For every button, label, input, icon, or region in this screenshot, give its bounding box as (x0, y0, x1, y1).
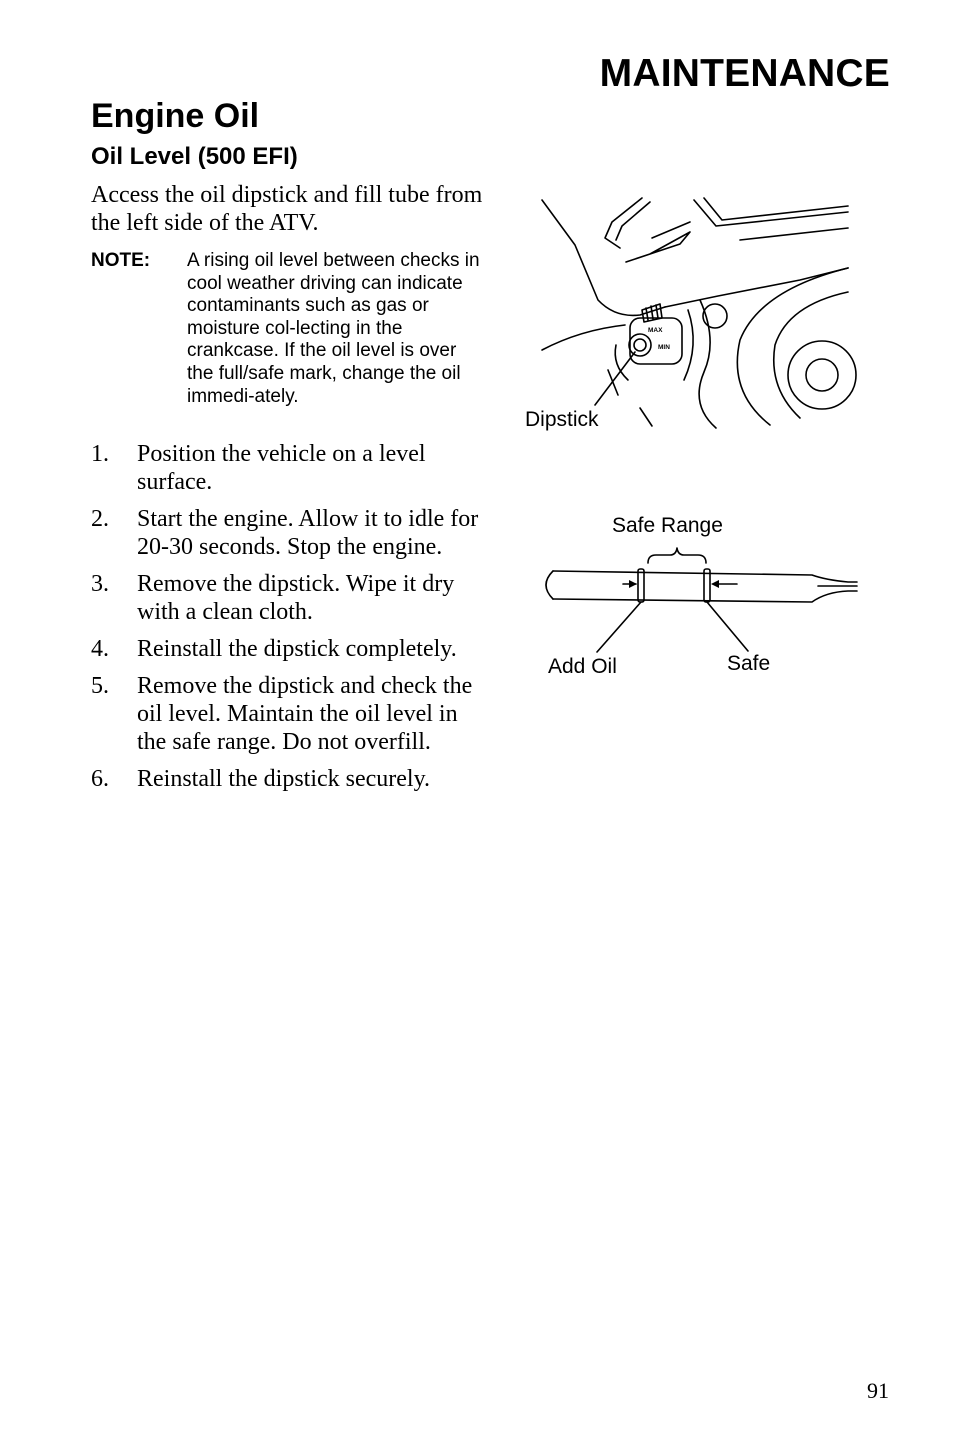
min-mark: MIN (658, 344, 670, 351)
dipstick-label: Dipstick (525, 408, 599, 431)
step-text: Reinstall the dipstick completely. (137, 636, 457, 662)
safe-range-label: Safe Range (612, 514, 723, 537)
note-text: A rising oil level between checks in cool weather driving can indicate contaminants such as gas or moisture col-lecting in the crankcase. If the oil level is over the full/safe mark, change the oil immedi-ately. (187, 250, 480, 407)
add-oil-label: Add Oil (548, 655, 617, 678)
step-text: Position the vehicle on a level surface. (137, 441, 426, 495)
step-number: 4. (91, 636, 109, 662)
note-label: NOTE: (91, 250, 151, 271)
intro-paragraph: Access the oil dipstick and fill tube from the left side of the ATV. (91, 182, 483, 236)
arrowhead (629, 580, 637, 588)
step-number: 2. (91, 506, 109, 532)
step-text: Reinstall the dipstick securely. (137, 766, 431, 792)
step-number: 5. (91, 673, 109, 699)
step-number: 3. (91, 571, 109, 597)
max-mark: MAX (648, 327, 663, 334)
step-number: 1. (91, 441, 109, 467)
arrowhead (711, 580, 719, 588)
step-text: Remove the dipstick. Wipe it dry with a clean cloth. (137, 571, 455, 625)
step-text: Remove the dipstick and check the oil level. Maintain the oil level in the safe range. Do not overfill. (137, 673, 473, 755)
section-header: MAINTENANCE (599, 52, 890, 95)
step-number: 6. (91, 766, 109, 792)
page-title: Engine Oil (91, 97, 260, 135)
page-subtitle: Oil Level (500 EFI) (91, 143, 298, 170)
page-number: 91 (867, 1378, 889, 1403)
safe-label: Safe (727, 652, 771, 675)
step-text: Start the engine. Allow it to idle for 20-30 seconds. Stop the engine. (137, 506, 479, 560)
